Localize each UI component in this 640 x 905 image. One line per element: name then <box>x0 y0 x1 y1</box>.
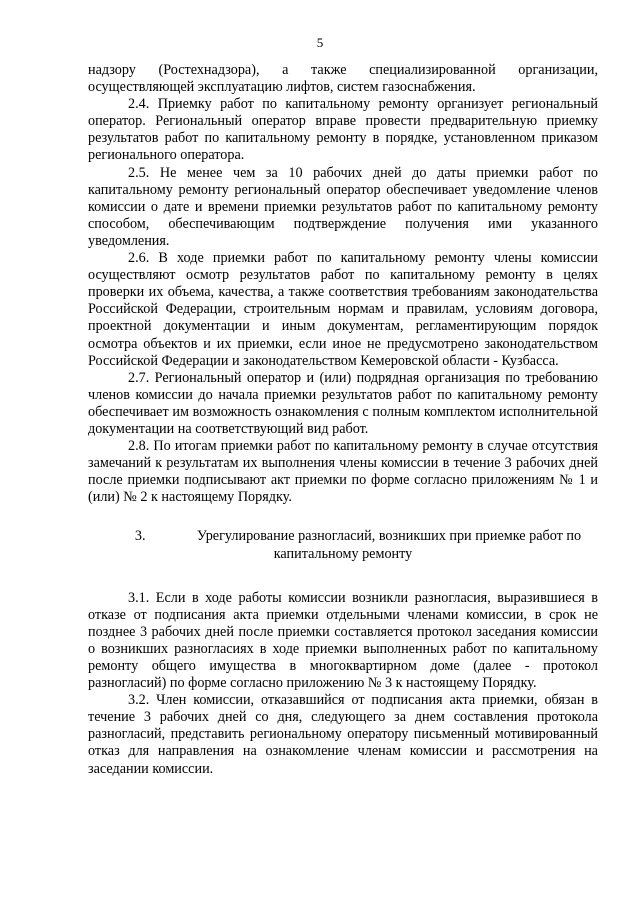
paragraph-rostekhnadzor-continuation: надзору (Ростехнадзора), а также специализированной организации, осуществляющей эксплуатацию лифтов, систем газоснабжения. <box>88 62 598 96</box>
paragraph-2-6: 2.6. В ходе приемки работ по капитальному ремонту члены комиссии осуществляют осмотр результатов работ по капитальному ремонту в целях проверки их объема, качества, а также соответствия требованиям законодательства Российской Федерации, строительным нормам и правилам, условиям договора, проектной документации и иным документам, регламентирующим порядок осмотра объектов и их приемки, если иное не предусмотрено законодательством Российской Федерации и законодательством Кемеровской области - Кузбасса. <box>88 250 598 369</box>
page-number: 5 <box>316 35 324 50</box>
section-heading-line1 <box>88 528 598 545</box>
paragraph-2-4: 2.4. Приемку работ по капитальному ремонту организует региональный оператор. Региональный оператор вправе провести предварительную приемку результатов работ по капитальному ремонту в порядке, установленном приказом регионального оператора. <box>88 96 598 164</box>
paragraph-2-7: 2.7. Региональный оператор и (или) подрядная организация по требованию членов комиссии до начала приемки результатов работ по капитальному ремонту обеспечивает им возможность ознакомления с полным комплектом исполнительной документации на соответствующий вид работ. <box>88 369 598 437</box>
section-title-line1: Урегулирование разногласий, возникших при приемке работ по <box>196 528 582 545</box>
paragraph-2-5: 2.5. Не менее чем за 10 рабочих дней до даты приемки работ по капитальному ремонту региональный оператор обеспечивает уведомление членов комиссии о дате и времени приемки результатов работ по капитальному ремонту способом, обеспечивающим подтверждение получения ими указанного уведомления. <box>88 164 598 249</box>
section-heading <box>88 528 598 562</box>
paragraph-3-2: 3.2. Член комиссии, отказавшийся от подписания акта приемки, обязан в течение 3 рабочих дней со дня, следующего за днем составления протокола разногласий, представить региональному оператору письменный мотивированный отказ для направления на ознакомление членам комиссии и рассмотрения на заседании комиссии. <box>88 692 598 777</box>
paragraph-2-8: 2.8. По итогам приемки работ по капитальному ремонту в случае отсутствия замечаний к результатам их выполнения члены комиссии в течение 3 рабочих дней после приемки подписывают акт приемки по форме согласно приложениям № 1 и (или) № 2 к настоящему Порядку. <box>88 438 598 506</box>
section-number: 3. <box>134 528 146 545</box>
section-title-line2: капитальному ремонту <box>273 545 413 562</box>
document-body <box>88 62 598 778</box>
paragraph-3-1: 3.1. Если в ходе работы комиссии возникли разногласия, выразившиеся в отказе от подписания акта приемки отдельными членами комиссии, в срок не позднее 3 рабочих дней после приемки составляется протокол заседания комиссии о возникших разногласиях в ходе приемки выполненных работ по капитальному ремонту общего имущества в многоквартирном доме (далее - протокол разногласий) по форме согласно приложению № 3 к настоящему Порядку. <box>88 589 598 692</box>
